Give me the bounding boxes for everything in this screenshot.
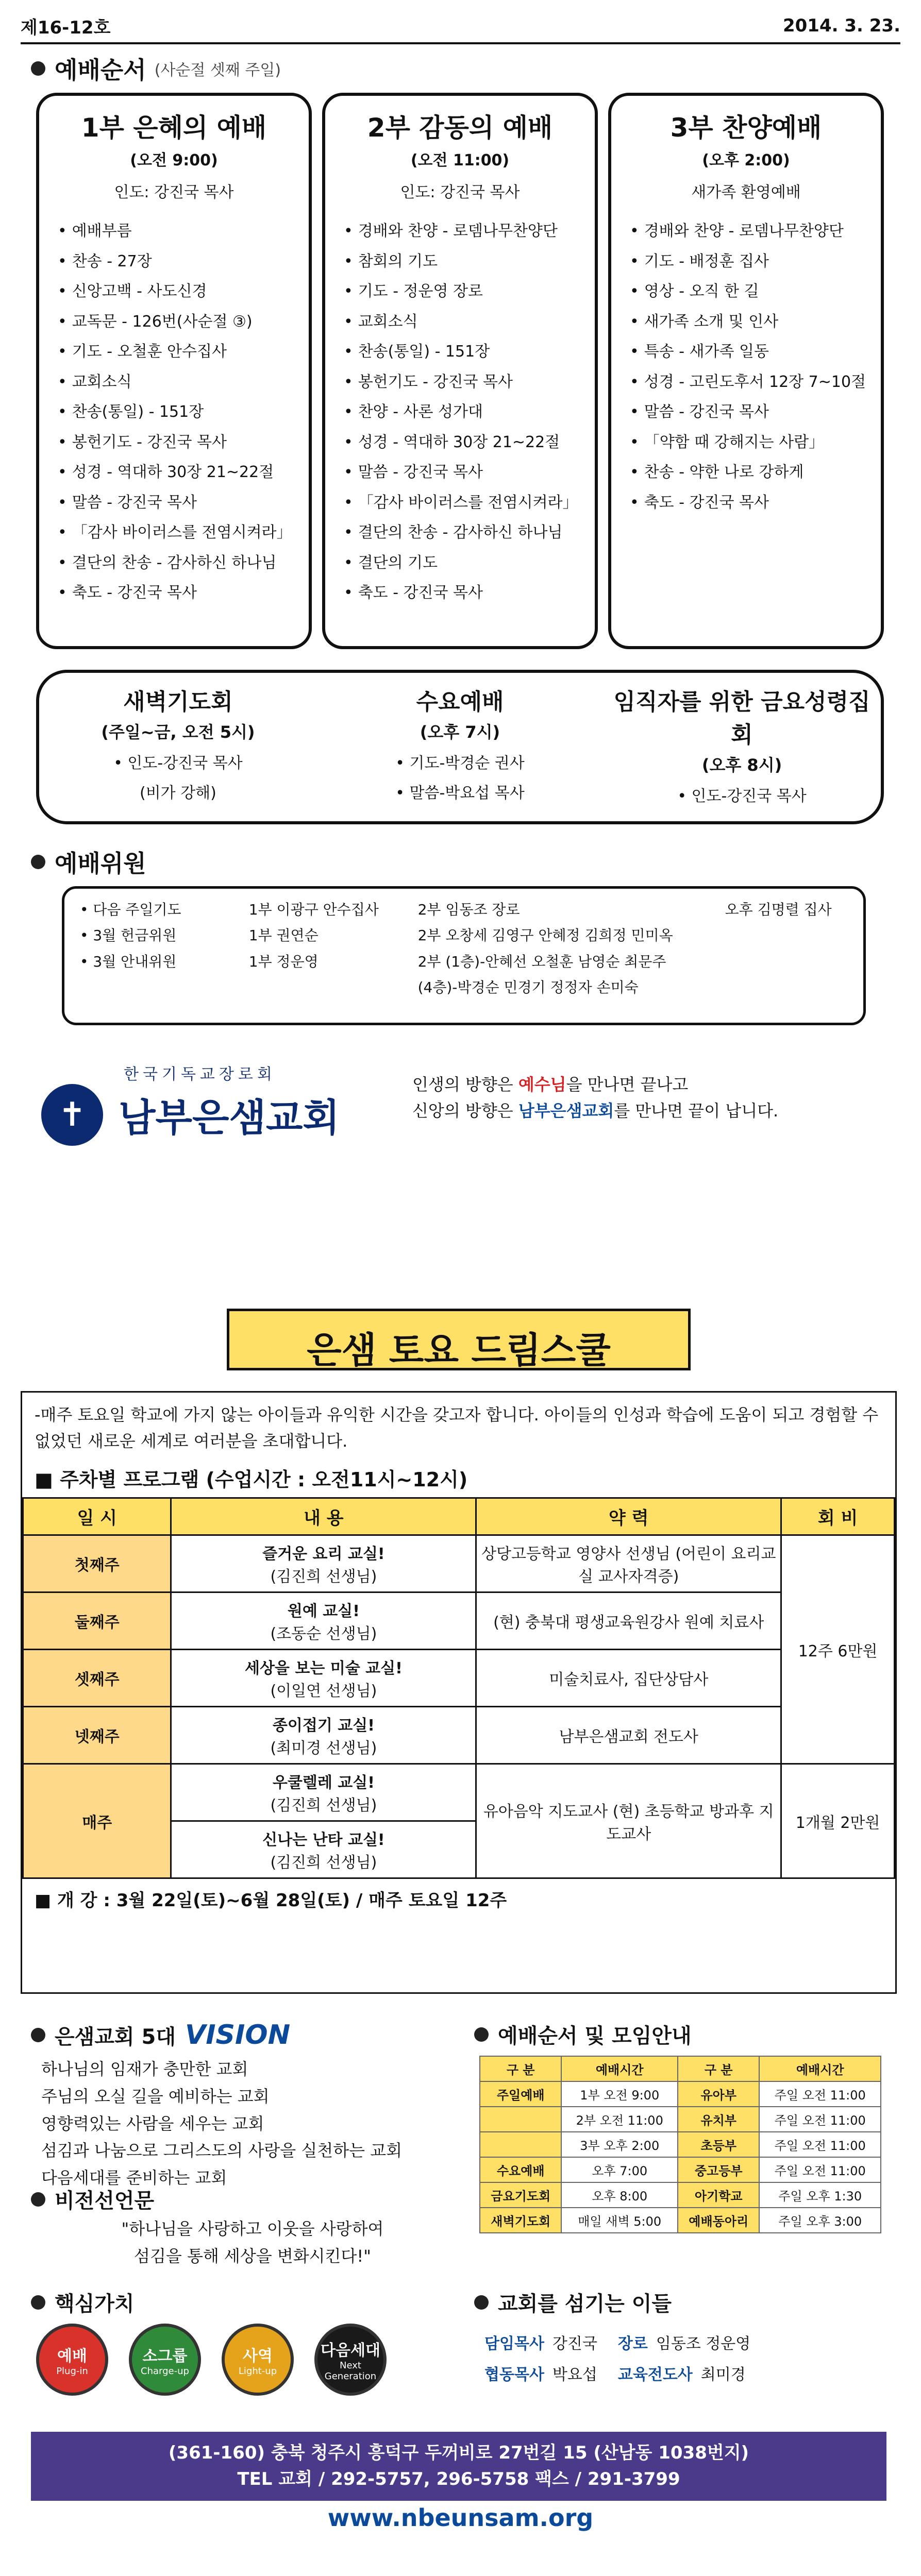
creed-text: "하나님을 사랑하고 이웃을 사랑하여 섬김을 통해 세상을 변화시킨다!" <box>121 2219 384 2266</box>
table-row: 넷째주 종이접기 교실! (최미경 선생님) 남부은샘교회 전도사 <box>23 1707 895 1764</box>
core-label: 사역 <box>243 2347 273 2365</box>
service-order-item: • 결단의 기도 <box>344 548 595 579</box>
service-order-item: • 말씀 - 강진국 목사 <box>58 488 309 518</box>
staff-cell <box>80 975 249 1001</box>
worship-section-title: 예배순서 (사순절 셋째 주일) <box>31 52 281 86</box>
service-order-item: • 봉헌기도 - 강진국 목사 <box>58 428 309 458</box>
service-box-2 <box>322 93 598 649</box>
schedule-cell: 아기학교 <box>678 2182 759 2208</box>
core-sub: Next Generation <box>324 2360 377 2382</box>
staff-cell: (4층)-박경순 민경기 정정자 손미숙 <box>417 979 639 996</box>
header-divider <box>21 42 900 44</box>
schedule-cell: 수요예배 <box>480 2157 561 2182</box>
service-order-item: • 찬양 - 사론 성가대 <box>344 397 595 428</box>
schedule-cell: 예배동아리 <box>678 2208 759 2233</box>
website-link[interactable]: www.nbeunsam.org <box>327 2504 594 2532</box>
schedule-cell: 유치부 <box>678 2107 759 2132</box>
vision-item: 영향력있는 사람을 세우는 교회 <box>41 2113 264 2133</box>
section-bullet-icon <box>31 61 45 76</box>
core-label: 다음세대 <box>321 2342 380 2360</box>
table-row: 신나는 난타 교실! (김진희 선생님) <box>23 1821 895 1878</box>
service-order-item: • 기도 - 오철훈 안수집사 <box>58 337 309 367</box>
core-value-icon <box>129 2324 201 2396</box>
section-bullet-icon <box>474 2027 489 2042</box>
vision-title: 은샘교회 5대 VISION <box>31 2020 290 2050</box>
service-order-item: • 기도 - 배정훈 집사 <box>630 247 881 277</box>
staff-cell: • 3월 헌금위원 <box>80 927 177 944</box>
staff-cell: 1부 권연순 <box>248 927 319 944</box>
schedule-cell: 주일 오전 11:00 <box>759 2157 881 2182</box>
service-order-item: • 교회소식 <box>58 367 309 398</box>
schedule-cell: 1부 오전 9:00 <box>561 2081 678 2107</box>
core-title: 핵심가치 <box>31 2287 135 2317</box>
servant-role: 협동목사 <box>484 2366 544 2384</box>
service-order-item: • 찬송(통일) - 151장 <box>58 397 309 428</box>
service-order-item: • 축도 - 강진국 목사 <box>344 578 595 608</box>
servant-row <box>484 2360 886 2391</box>
denomination: 한국기독교장로회 <box>124 1065 276 1083</box>
service-box-1 <box>36 93 312 649</box>
dream-school-title: 은샘 토요 드림스쿨 <box>227 1309 691 1370</box>
staff-cell: 1부 정운영 <box>248 953 319 970</box>
staff-cell <box>725 923 848 948</box>
service-order-item: • 경배와 찬양 - 로뎀나무찬양단 <box>630 216 881 247</box>
schedule-cell: 주일 오전 11:00 <box>759 2132 881 2157</box>
vision-item: 하나님의 임재가 충만한 교회 <box>41 2059 248 2079</box>
schedule-cell: 오후 7:00 <box>561 2157 678 2182</box>
church-name: 남부은샘교회 <box>119 1096 340 1140</box>
staff-cell <box>249 975 418 1001</box>
schedule-table: 구 분 예배시간 구 분 예배시간 주일예배 1부 오전 9:00 유아부 주일 오전 11:00 2부 오전 11:00 유치부 주일 오전 11:00 3부 오후 2:00 초등부 주일 오전 11:00 수요예배 오후 7:00 중고등부 주일 오전 11:00 금요기도회 오후 8:00 아기학교 주일 오후 1:30 새벽기도회 매일 새벽 5:00 예배동아리 주일 오후 3:00 <box>479 2056 881 2233</box>
table-row: 둘째주 원예 교실! (조동순 선생님) (현) 충북대 평생교육원강사 원예 치료사 <box>23 1592 895 1650</box>
core-sub: Plug-in <box>56 2365 88 2377</box>
core-value-icon <box>36 2324 108 2396</box>
church-logo-icon: ✝ <box>41 1084 103 1146</box>
service-order-list <box>630 216 881 518</box>
table-row <box>480 2081 881 2107</box>
service-order-item: • 찬송(통일) - 151장 <box>344 337 595 367</box>
core-values <box>36 2324 448 2396</box>
vision-list <box>41 2056 464 2192</box>
service-order-item: • 「약함 때 강해지는 사람」 <box>630 428 881 458</box>
other-services-box <box>36 670 884 824</box>
service-order-item: • 결단의 찬송 - 감사하신 하나님 <box>344 518 595 548</box>
servant-role: 교육전도사 <box>617 2366 693 2384</box>
service-order-item: • 축도 - 강진국 목사 <box>630 488 881 518</box>
staff-cell: 2부 임동조 장로 <box>417 901 520 918</box>
worship-note: (사순절 셋째 주일) <box>154 61 281 79</box>
staff-section-title: 예배위원 <box>31 845 146 879</box>
schedule-cell: 3부 오후 2:00 <box>561 2132 678 2157</box>
staff-cell: • 3월 안내위원 <box>80 953 177 970</box>
section-bullet-icon <box>474 2295 489 2310</box>
service-order-item: • 기도 - 정운영 장로 <box>344 277 595 307</box>
program-footer: ■ 개 강 : 3월 22일(토)~6월 28일(토) / 매주 토요일 12주 <box>35 1890 507 1911</box>
staff-cell: 오후 김명렬 집사 <box>725 901 832 918</box>
servant-name: 강진국 <box>552 2335 597 2353</box>
program-title: ■ 주차별 프로그램 (수업시간 : 오전11시~12시) <box>35 1468 468 1492</box>
schedule-cell: 금요기도회 <box>480 2182 561 2208</box>
service-order-item: • 「감사 바이러스를 전염시켜라」 <box>58 518 309 548</box>
service-name: 2부 감동의 예배 <box>367 113 553 143</box>
wednesday-service: 수요예배 (오후 7시) • 기도-박경순 권사 • 말씀-박요섭 목사 <box>395 689 525 802</box>
service-order-item: • 신앙고백 - 사도신경 <box>58 277 309 307</box>
schedule-cell: 2부 오전 11:00 <box>561 2107 678 2132</box>
service-order-item: • 성경 - 역대하 30장 21~22절 <box>58 457 309 488</box>
servant-role: 담임목사 <box>484 2335 544 2353</box>
issue-date: 2014. 3. 23. <box>782 15 900 36</box>
core-label: 소그룹 <box>142 2347 188 2365</box>
core-label: 예배 <box>57 2347 87 2365</box>
schedule-cell: 중고등부 <box>678 2157 759 2182</box>
service-order-item: • 「감사 바이러스를 전염시켜라」 <box>344 488 595 518</box>
table-row: 셋째주 세상을 보는 미술 교실! (이일연 선생님) 미술치료사, 집단상담사 <box>23 1650 895 1707</box>
section-bullet-icon <box>31 2192 45 2207</box>
section-bullet-icon <box>31 2295 45 2310</box>
service-order-list <box>58 216 309 608</box>
issue-number: 제16-12호 <box>21 17 111 38</box>
servant-name: 최미경 <box>700 2366 746 2384</box>
servant-role: 장로 <box>617 2335 648 2353</box>
staff-cell: • 다음 주일기도 <box>80 901 181 918</box>
dawn-prayer: 새벽기도회 (주일~금, 오전 5시) • 인도-강진국 목사 (비가 강해) <box>101 689 255 802</box>
service-order-item: • 특송 - 새가족 일동 <box>630 337 881 367</box>
bulletin-header <box>21 10 900 41</box>
service-order-item: • 찬송 - 약한 나로 강하게 <box>630 457 881 488</box>
program-table: 일 시 내 용 약 력 회 비 첫째주 즐거운 요리 교실! (김진희 선생님) 상당고등학교 영양사 선생님 (어린이 요리교실 교사자격증) 12주 6만원 둘째주 원예 교실! (조동순 선생님) (현) 충북대 평생교육원강사 원예 치료사 셋째주 세상을 보는 미술 교실! (이일연 선생님) 미술치료사, 집단상담사 넷째주 종이접기 교실! (최미경 선생님) 남부은샘교회 전도사 매주 우쿨렐레 교실! (김진희 선생님) 유아음악 지도교사 (현) 초등학교 방과후 지도교사 1개월 2만원 신나는 난타 교실! (김진희 선생님) <box>22 1497 895 1879</box>
church-logo <box>41 1061 402 1154</box>
section-bullet-icon <box>31 2028 45 2042</box>
service-order-item: • 예배부름 <box>58 216 309 247</box>
vision-item: 주님의 오실 길을 예비하는 교회 <box>41 2086 270 2106</box>
table-row: 매주 우쿨렐레 교실! (김진희 선생님) 유아음악 지도교사 (현) 초등학교 방과후 지도교사 1개월 2만원 <box>23 1764 895 1821</box>
schedule-cell: 새벽기도회 <box>480 2208 561 2233</box>
vision-item: 섬김과 나눔으로 그리스도의 사랑을 실천하는 교회 <box>41 2141 403 2161</box>
section-bullet-icon <box>31 855 45 869</box>
schedule-title: 예배순서 및 모임안내 <box>474 2020 692 2049</box>
schedule-cell: 오후 8:00 <box>561 2182 678 2208</box>
table-row <box>480 2208 881 2233</box>
creed-title: 비전선언문 <box>31 2184 154 2214</box>
staff-row <box>80 923 848 948</box>
service-order-item: • 결단의 찬송 - 감사하신 하나님 <box>58 548 309 579</box>
schedule-cell: 초등부 <box>678 2132 759 2157</box>
vision-item: 다음세대를 준비하는 교회 <box>41 2168 227 2188</box>
service-order-item: • 성경 - 고린도후서 12장 7~10절 <box>630 367 881 398</box>
staff-cell <box>725 949 848 975</box>
staff-cell: 2부 (1층)-안혜선 오철훈 남영순 최문주 <box>417 953 666 970</box>
service-order-item: • 영상 - 오직 한 길 <box>630 277 881 307</box>
schedule-cell: 주일 오후 1:30 <box>759 2182 881 2208</box>
staff-row <box>80 897 848 923</box>
staff-cell: 2부 오창세 김영구 안혜정 김희정 민미옥 <box>417 927 673 944</box>
table-row <box>480 2107 881 2132</box>
address-box: (361-160) 충북 청주시 흥덕구 두꺼비로 27번길 15 (산남동 1038번지) TEL 교회 / 292-5757, 296-5758 팩스 / 291-3799 <box>31 2432 886 2501</box>
service-time: (오전 11:00) <box>410 151 510 170</box>
servants-title: 교회를 섬기는 이들 <box>474 2287 672 2317</box>
schedule-cell <box>480 2107 561 2132</box>
schedule-cell <box>480 2132 561 2157</box>
core-value-icon <box>314 2324 387 2396</box>
dream-intro: -매주 토요일 학교에 가지 않는 아이들과 유익한 시간을 갖고자 합니다. 아이들의 인성과 학습에 도움이 되고 경험할 수 없었던 새로운 세계로 여러분을 초대합니다. <box>35 1405 879 1451</box>
servant-name: 박요섭 <box>552 2366 597 2384</box>
service-order-item: • 말씀 - 강진국 목사 <box>630 397 881 428</box>
staff-row <box>80 975 848 1001</box>
service-order-item: • 경배와 찬양 - 로뎀나무찬양단 <box>344 216 595 247</box>
core-value-icon <box>222 2324 294 2396</box>
service-order-item: • 축도 - 강진국 목사 <box>58 578 309 608</box>
core-sub: Charge-up <box>141 2365 189 2377</box>
service-leader: 새가족 환영예배 <box>691 183 801 201</box>
service-order-item: • 교회소식 <box>344 307 595 337</box>
schedule-cell: 주일 오전 11:00 <box>759 2081 881 2107</box>
servant-name: 임동조 정운영 <box>656 2335 751 2353</box>
staff-row <box>80 949 848 975</box>
schedule-cell: 유아부 <box>678 2081 759 2107</box>
church-motto: 인생의 방향은 예수님을 만나면 끝나고 신앙의 방향은 남부은샘교회를 만나면 끝이 납니다. <box>412 1075 779 1121</box>
service-name: 3부 찬양예배 <box>670 113 822 143</box>
service-leader: 인도: 강진국 목사 <box>400 183 520 201</box>
service-order-item: • 새가족 소개 및 인사 <box>630 307 881 337</box>
service-order-item: • 봉헌기도 - 강진국 목사 <box>344 367 595 398</box>
service-order-item: • 참회의 기도 <box>344 247 595 277</box>
dream-school-box <box>21 1391 897 1994</box>
service-time: (오후 2:00) <box>702 151 790 170</box>
schedule-cell: 주일 오후 3:00 <box>759 2208 881 2233</box>
service-order-item: • 성경 - 역대하 30장 21~22절 <box>344 428 595 458</box>
staff-cell <box>725 975 848 1001</box>
service-order-item: • 말씀 - 강진국 목사 <box>344 457 595 488</box>
table-row <box>480 2157 881 2182</box>
schedule-cell: 주일예배 <box>480 2081 561 2107</box>
table-row <box>480 2132 881 2157</box>
service-name: 1부 은혜의 예배 <box>81 113 267 143</box>
service-order-list <box>344 216 595 608</box>
servants-list <box>484 2329 886 2391</box>
table-row: 첫째주 즐거운 요리 교실! (김진희 선생님) 상당고등학교 영양사 선생님 (어린이 요리교실 교사자격증) 12주 6만원 <box>23 1535 895 1592</box>
table-row <box>480 2182 881 2208</box>
core-sub: Light-up <box>238 2365 277 2377</box>
service-box-3 <box>608 93 884 649</box>
schedule-cell: 매일 새벽 5:00 <box>561 2208 678 2233</box>
friday-meeting: 임직자를 위한 금요성령집회 (오후 8시) • 인도-강진국 목사 <box>613 689 870 805</box>
service-order-item: • 교독문 - 126번(사순절 ③) <box>58 307 309 337</box>
servant-row <box>484 2329 886 2360</box>
staff-box <box>62 886 866 1025</box>
service-order-item: • 찬송 - 27장 <box>58 247 309 277</box>
schedule-cell: 주일 오전 11:00 <box>759 2107 881 2132</box>
service-leader: 인도: 강진국 목사 <box>114 183 234 201</box>
schedule-table-wrap <box>479 2056 881 2233</box>
staff-cell: 1부 이광구 안수집사 <box>248 901 379 918</box>
service-time: (오전 9:00) <box>130 151 218 170</box>
